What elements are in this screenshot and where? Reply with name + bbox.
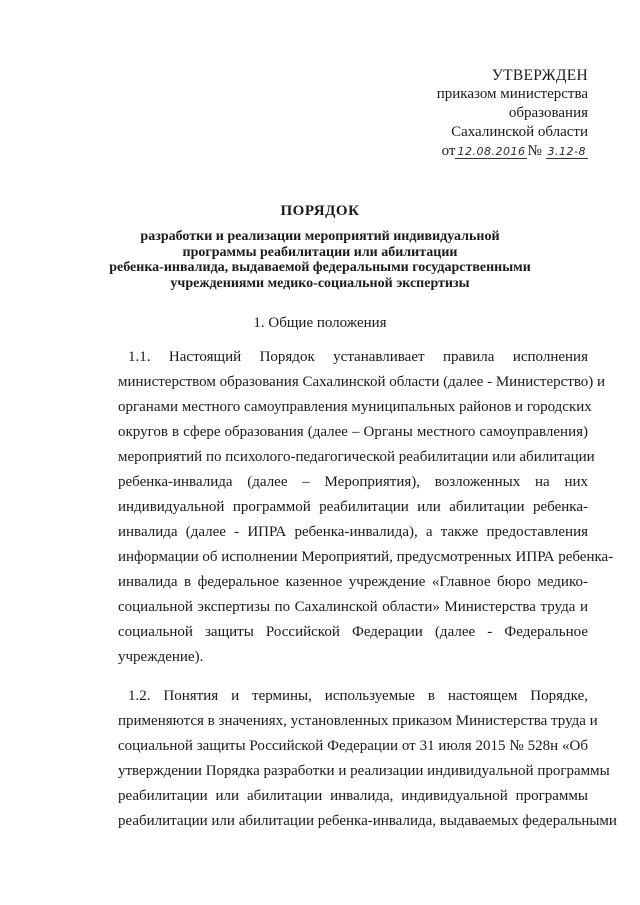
paragraph-line: реабилитации или абилитации инвалида, индивидуальной программы — [118, 788, 588, 804]
document-title: ПОРЯДОК — [280, 203, 360, 219]
approval-line-2: образования — [508, 105, 588, 121]
subtitle-line-3: ребенка-инвалида, выдаваемой федеральными государственными — [109, 260, 531, 275]
paragraph-line: социальной защиты Российской Федерации (далее - Федеральное — [118, 624, 588, 640]
paragraph-line: 1.2. Понятия и термины, используемые в настоящем Порядке, — [128, 688, 588, 704]
approval-date-handwritten: 12.08.2016 — [457, 145, 526, 158]
subtitle-line-4: учреждениями медико-социальной экспертизы — [170, 275, 470, 291]
paragraph-line: мероприятий по психолого-педагогической реабилитации или абилитации — [118, 449, 595, 465]
paragraph-line: министерством образования Сахалинской области (далее - Министерство) и — [118, 374, 606, 390]
subtitle-line-2: программы реабилитации или абилитации — [182, 244, 458, 260]
paragraph-line: применяются в значениях, установленных приказом Министерства труда и — [118, 713, 598, 729]
approval-heading: УТВЕРЖДЕН — [491, 67, 588, 84]
document-subtitle — [0, 229, 640, 291]
approval-stamp-block — [437, 66, 588, 161]
approval-line-3: Сахалинской области — [451, 124, 588, 140]
subtitle-line-1: разработки и реализации мероприятий индивидуальной — [140, 229, 500, 244]
paragraph-line: учреждение). — [118, 649, 204, 665]
approval-date-line — [437, 142, 588, 161]
paragraph-line: ребенка-инвалида (далее – Мероприятия), возложенных на них — [118, 474, 588, 490]
paragraph-line: реабилитации или абилитации ребенка-инвалида, выдаваемых федеральными — [118, 813, 617, 829]
document-title-block — [0, 203, 640, 291]
paragraph-line: социальной защиты Российской Федерации от 31 июля 2015 № 528н «Об — [118, 738, 588, 754]
paragraph-line: округов в сфере образования (далее – Органы местного самоуправления) — [118, 424, 588, 440]
section-heading: 1. Общие положения — [253, 315, 387, 331]
paragraph-1-2 — [118, 684, 617, 834]
approval-date-prefix: от — [441, 143, 456, 159]
paragraph-line: инвалида (далее - ИПРА ребенка-инвалида), а также предоставления — [118, 524, 588, 540]
approval-number-handwritten: 3.12-8 — [547, 145, 586, 158]
approval-number-sign: № — [527, 143, 542, 159]
paragraph-line: органами местного самоуправления муниципальных районов и городских — [118, 399, 592, 415]
paragraph-1-1 — [118, 345, 614, 670]
paragraph-line: 1.1. Настоящий Порядок устанавливает правила исполнения — [128, 349, 588, 365]
paragraph-line: социальной экспертизы по Сахалинской области» Министерства труда и — [118, 599, 588, 615]
paragraph-line: индивидуальной программой реабилитации или абилитации ребенка- — [118, 499, 588, 515]
approval-line-1: приказом министерства — [436, 86, 588, 102]
paragraph-line: инвалида в федеральное казенное учреждение «Главное бюро медико- — [118, 574, 588, 590]
paragraph-line: утверждении Порядка разработки и реализации индивидуальной программы — [118, 763, 610, 779]
paragraph-line: информации об исполнении Мероприятий, предусмотренных ИПРА ребенка- — [118, 549, 614, 565]
